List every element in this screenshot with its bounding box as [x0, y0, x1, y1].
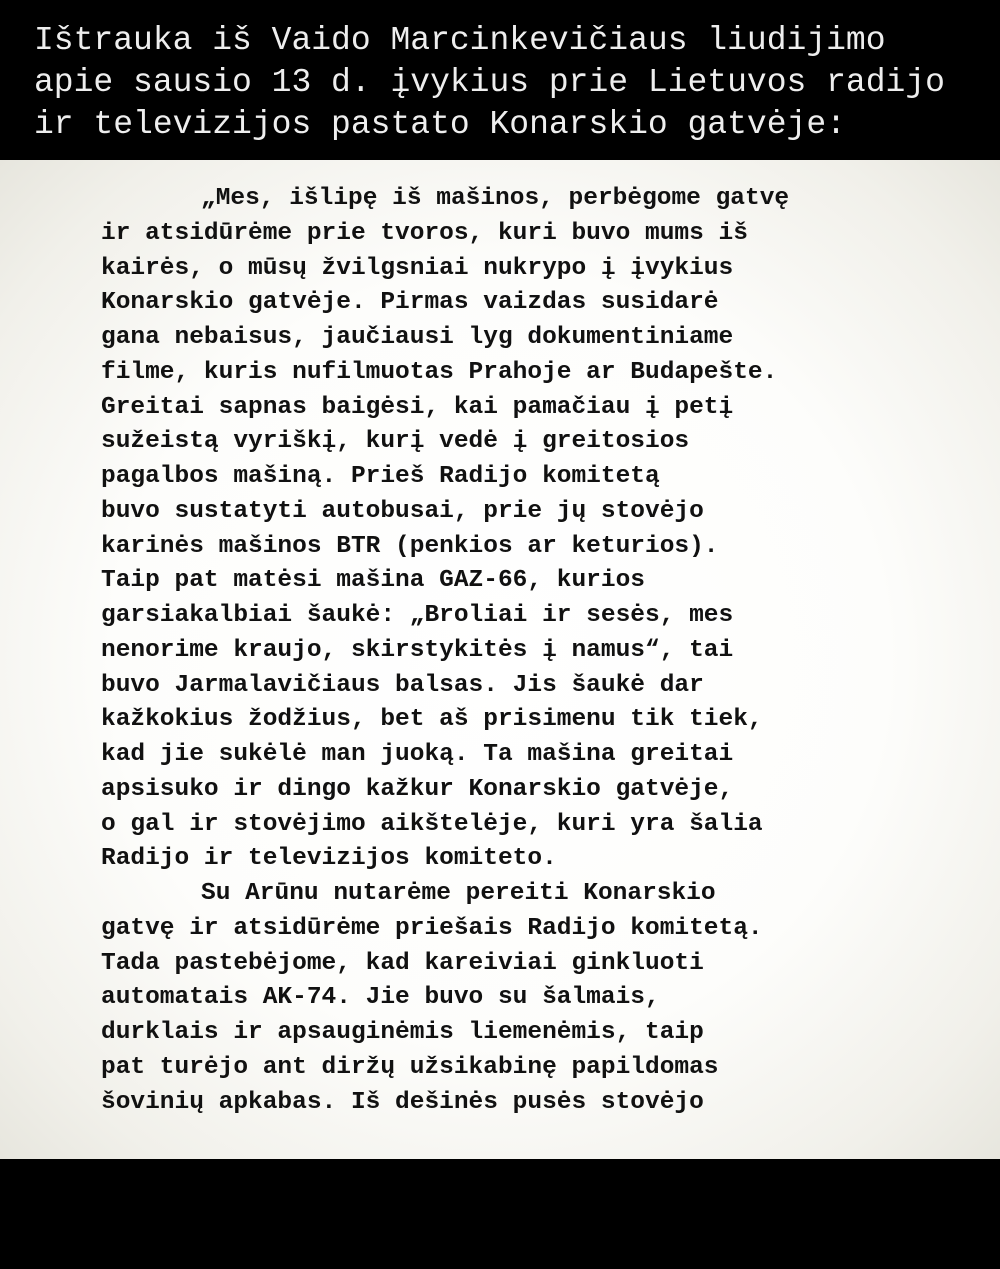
title-line-2: apie sausio 13 d. įvykius prie Lietuvos radijo: [34, 64, 945, 101]
text-line: karinės mašinos BTR (penkios ar keturios).: [101, 532, 719, 560]
text-line: gana nebaisus, jaučiausi lyg dokumentiniame: [101, 324, 734, 351]
text-line: garsiakalbiai šaukė: „Broliai ir sesės, mes: [101, 602, 734, 629]
text-line: Konarskio gatvėje. Pirmas vaizdas susidarė: [101, 289, 719, 317]
bottom-bar: [0, 1159, 1000, 1269]
title-line-3: ir televizijos pastato Konarskio gatvėje:: [34, 106, 846, 143]
title-line-1: Ištrauka iš Vaido Marcinkevičiaus liudijimo: [34, 22, 886, 59]
text-line: automatais AK-74. Jie buvo su šalmais,: [101, 984, 660, 1012]
text-line: šovinių apkabas. Iš dešinės pusės stovėjo: [101, 1088, 704, 1116]
text-line: Taip pat matėsi mašina GAZ-66, kurios: [101, 567, 645, 595]
text-line: buvo Jarmalavičiaus balsas. Jis šaukė dar: [101, 671, 704, 699]
text-line: kad jie sukėlė man juoką. Ta mašina greitai: [101, 741, 734, 768]
text-line: Greitai sapnas baigėsi, kai pamačiau į petį: [101, 393, 734, 421]
text-line: sužeistą vyriškį, kurį vedė į greitosios: [101, 428, 690, 456]
text-line: nenorime kraujo, skirstykitės į namus“, tai: [101, 636, 734, 664]
document-page: [0, 160, 1000, 1159]
text-line: durklais ir apsauginėmis liemenėmis, taip: [101, 1019, 704, 1046]
text-line: pat turėjo ant diržų užsikabinę papildomas: [101, 1053, 719, 1081]
text-line: apsisuko ir dingo kažkur Konarskio gatvėje,: [101, 775, 734, 803]
text-line: kažkokius žodžius, bet aš prisimenu tik tiek,: [101, 706, 763, 734]
text-line: buvo sustatyti autobusai, prie jų stovėjo: [101, 497, 704, 525]
text-line: Su Arūnu nutarėme pereiti Konarskio: [201, 880, 716, 907]
text-line: Radijo ir televizijos komiteto.: [101, 845, 557, 873]
text-line: Tada pastebėjome, kad kareiviai ginkluoti: [101, 949, 704, 977]
text-line: kairės, o mūsų žvilgsniai nukrypo į įvykius: [101, 254, 734, 282]
text-line: filme, kuris nufilmuotas Prahoje ar Budapešte.: [101, 358, 778, 386]
testimony-text: [101, 182, 981, 1120]
text-line: ir atsidūrėme prie tvoros, kuri buvo mums iš: [101, 219, 748, 247]
text-line: gatvę ir atsidūrėme priešais Radijo komitetą.: [101, 914, 763, 942]
text-line: o gal ir stovėjimo aikštelėje, kuri yra šalia: [101, 810, 763, 838]
text-line: pagalbos mašiną. Prieš Radijo komitetą: [101, 463, 660, 490]
text-line: „Mes, išlipę iš mašinos, perbėgome gatvę: [201, 185, 790, 212]
title-bar: [0, 0, 1000, 160]
